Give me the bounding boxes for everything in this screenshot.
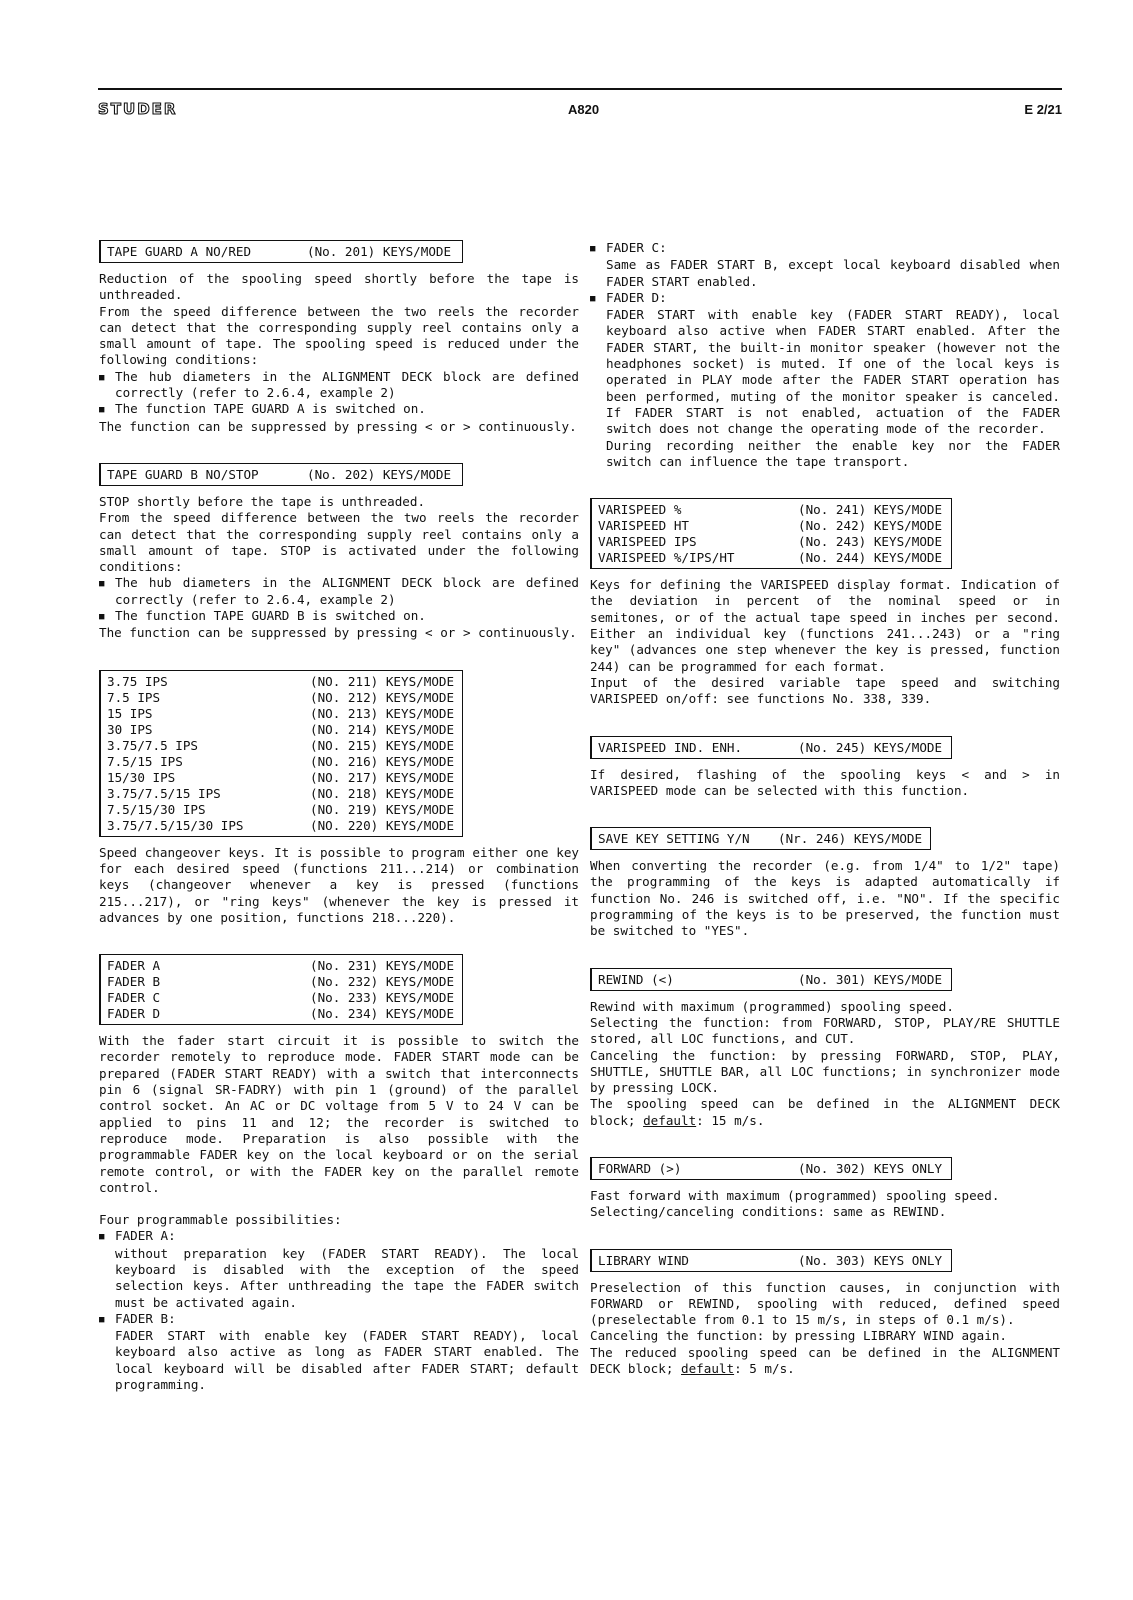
default-label: default [643, 1112, 697, 1128]
box-name: 7.5/15/30 IPS [107, 801, 206, 817]
paragraph: When converting the recorder (e.g. from 1/4" to 1/2" tape) the programming of the keys is adapted automatically if function No. 246 is switched off, i.e. "NO". If the specific programming of the keys is to be preserved, the function must be switched to "YES". [590, 858, 1060, 939]
box-name: VARISPEED %/IPS/HT [598, 550, 735, 566]
fader-keys-box [99, 954, 463, 1025]
bullet-icon: ■ [590, 293, 596, 304]
list-item-text: Same as FADER START B, except local keyboard disabled when FADER START enabled. [606, 257, 1060, 289]
library-wind-box [590, 1249, 952, 1272]
box-code: (NO. 220) KEYS/MODE [310, 817, 455, 833]
paragraph: With the fader start circuit it is possible to switch the recorder remotely to reproduce mode. FADER START mode can be prepared (FADER START READY) with a switch that interconnects pin 6 (signal SR-FADRY) with pin 1 (ground) of the parallel control socket. An AC or DC voltage from 5 V to 24 V can be applied to pins 11 and 12; the recorder is switched to reproduce mode. Preparation is also possible with the programmable FADER key on the local keyboard or on the serial remote control, or with the FADER key on the parallel remote control. [99, 1033, 579, 1195]
paragraph: Selecting/canceling conditions: same as REWIND. [590, 1204, 947, 1220]
list-item: ■ The function TAPE GUARD A is switched on. [99, 401, 579, 418]
box-code: (No. 301) KEYS/MODE [798, 971, 943, 987]
box-code: (NO. 216) KEYS/MODE [310, 753, 455, 769]
paragraph: The reduced spooling speed can be defined in the ALIGNMENT DECK block; default: 5 m/s. [590, 1344, 1060, 1377]
box-code: (No. 303) KEYS ONLY [798, 1252, 943, 1268]
paragraph: Selecting the function: from FORWARD, STOP, PLAY/RE SHUTTLE stored, all LOC functions, and CUT. [590, 1014, 1060, 1047]
tape-guard-b-box [99, 463, 463, 486]
paragraph: Fast forward with maximum (programmed) spooling speed. [590, 1187, 1000, 1203]
box-code: (NO. 214) KEYS/MODE [310, 721, 455, 737]
box-name: VARISPEED IPS [598, 534, 697, 550]
default-label: default [681, 1361, 735, 1377]
paragraph: If desired, flashing of the spooling keys < and > in VARISPEED mode can be selected with this function. [590, 766, 1060, 798]
model-label: A820 [568, 102, 600, 117]
box-code: (No. 232) KEYS/MODE [310, 974, 455, 990]
box-code: (No. 233) KEYS/MODE [310, 990, 455, 1006]
box-name: 3.75/7.5/15/30 IPS [107, 817, 244, 833]
box-code: (No. 243) KEYS/MODE [798, 534, 943, 550]
list-item: ■ The hub diameters in the ALIGNMENT DECK block are defined correctly (refer to 2.6.4, example 2) [99, 368, 579, 401]
varispeed-ind-box [590, 736, 952, 759]
paragraph: STOP shortly before the tape is unthreaded. [99, 493, 426, 509]
paragraph: Reduction of the spooling speed shortly before the tape is unthreaded. [99, 271, 579, 303]
box-code: (NO. 217) KEYS/MODE [310, 769, 455, 785]
paragraph: Four programmable possibilities: [99, 1212, 342, 1228]
box-code: (No. 231) KEYS/MODE [310, 958, 455, 974]
box-name: VARISPEED HT [598, 518, 689, 534]
list-item: ■ FADER B: [99, 1311, 579, 1328]
box-code: (NO. 213) KEYS/MODE [310, 705, 455, 721]
save-key-setting-box [590, 827, 931, 850]
box-name: VARISPEED % [598, 502, 682, 518]
bullet-icon: ■ [590, 244, 596, 254]
bullet-icon: ■ [99, 372, 105, 383]
box-name: FORWARD (>) [598, 1160, 682, 1176]
studer-logo: STUDER [98, 100, 178, 118]
box-name: 3.75/7.5 IPS [107, 737, 198, 753]
paragraph: Keys for defining the VARISPEED display format. Indication of the deviation in percent of the nominal speed or in semitones, or of the actual tape speed in inches per second. Either an individual key (functions 241...243) or a "ring key" (advances one step whenever the key is pressed, function 244) can be programmed for each format. [590, 577, 1060, 674]
box-name: REWIND (<) [598, 971, 674, 987]
box-name: FADER B [107, 974, 161, 990]
bullet-icon: ■ [99, 1314, 105, 1325]
paragraph: Canceling the function: by pressing FORWARD, STOP, PLAY, SHUTTLE, SHUTTLE BAR, all LOC functions; in synchronizer mode by pressing LOCK. [590, 1047, 1060, 1096]
list-item-text: FADER START with enable key (FADER START READY), local keyboard also active as long as FADER START enabled. The local keyboard will be disabled after FADER START; default programming. [115, 1328, 579, 1393]
bullet-icon: ■ [99, 612, 105, 623]
box-name: TAPE GUARD A NO/RED [107, 244, 252, 259]
list-item: ■ The hub diameters in the ALIGNMENT DECK block are defined correctly (refer to 2.6.4, example 2) [99, 575, 579, 607]
box-code: (Nr. 246) KEYS/MODE [778, 831, 923, 847]
box-code: (No. 202) KEYS/MODE [307, 466, 452, 482]
box-code: (No. 234) KEYS/MODE [310, 1006, 455, 1022]
box-code: (NO. 215) KEYS/MODE [310, 737, 455, 753]
tape-guard-a-box [99, 240, 463, 263]
forward-box [590, 1157, 952, 1180]
list-item-text: without preparation key (FADER START READY). The local keyboard is disabled with the exception of the speed selection keys. After unthreading the tape the FADER switch must be activated again. [115, 1245, 579, 1310]
box-name: 3.75/7.5/15 IPS [107, 785, 221, 801]
box-code: (No. 201) KEYS/MODE [307, 244, 452, 259]
box-name: 15 IPS [107, 705, 153, 721]
box-code: (NO. 211) KEYS/MODE [310, 673, 455, 689]
box-name: VARISPEED IND. ENH. [598, 739, 743, 755]
box-name: TAPE GUARD B NO/STOP [107, 466, 259, 482]
paragraph: Input of the desired variable tape speed and switching VARISPEED on/off: see functions No. 338, 339. [590, 674, 1060, 707]
box-name: FADER A [107, 958, 161, 974]
page-number: E 2/21 [1024, 102, 1062, 117]
page-header [98, 88, 1062, 126]
bullet-icon: ■ [99, 405, 105, 416]
list-item-text: During recording neither the enable key nor the FADER switch can influence the tape transport. [606, 437, 1060, 469]
paragraph: Rewind with maximum (programmed) spooling speed. [590, 998, 954, 1014]
box-code: (No. 245) KEYS/MODE [798, 739, 943, 755]
varispeed-keys-box [590, 498, 952, 569]
paragraph: Speed changeover keys. It is possible to program either one key for each desired speed (functions 211...214) or combination keys (changeover whenever a key is pressed (functions 215...217), or "ring keys" (whenever the key is pressed it advances by one position, functions 218...220). [99, 844, 579, 925]
box-code: (No. 241) KEYS/MODE [798, 502, 943, 518]
paragraph: From the speed difference between the two reels the recorder can detect that the corresponding supply reel contains only a small amount of tape. The spooling speed is reduced under the following conditions: [99, 303, 579, 368]
box-name: 30 IPS [107, 721, 153, 737]
paragraph: The function can be suppressed by pressing < or > continuously. [99, 418, 577, 434]
box-name: FADER C [107, 990, 161, 1006]
box-name: FADER D [107, 1006, 161, 1022]
paragraph: The function can be suppressed by pressing < or > continuously. [99, 625, 577, 641]
box-name: 3.75 IPS [107, 673, 168, 689]
list-item-text: FADER START with enable key (FADER START READY), local keyboard also active when FADER START enabled. After the FADER START, the built-in monitor speaker (however not the headphones socket) is muted. If one of the local keys is operated in PLAY mode after the FADER START operation has been performed, muting of the monitor speaker is canceled. If FADER START is not enabled, actuation of the FADER switch does not change the operating mode of the recorder. [606, 307, 1060, 437]
box-code: (No. 302) KEYS ONLY [798, 1160, 943, 1176]
box-name: 7.5 IPS [107, 689, 161, 705]
list-item: ■ FADER D: [590, 290, 1060, 307]
rewind-box [590, 968, 952, 991]
speed-keys-box [99, 670, 463, 837]
paragraph: The spooling speed can be defined in the ALIGNMENT DECK block; default: 15 m/s. [590, 1096, 1060, 1128]
paragraph: From the speed difference between the two reels the recorder can detect that the corresponding supply reel contains only a small amount of tape. STOP is activated under the following conditions: [99, 510, 579, 575]
box-name: LIBRARY WIND [598, 1252, 689, 1268]
box-code: (NO. 219) KEYS/MODE [310, 801, 455, 817]
bullet-icon: ■ [99, 1232, 105, 1243]
box-name: 15/30 IPS [107, 769, 176, 785]
paragraph: Preselection of this function causes, in conjunction with FORWARD or REWIND, spooling with reduced, defined speed (preselectable from 0.1 to 15 m/s, in steps of 0.1 m/s). [590, 1279, 1060, 1328]
list-item: ■ FADER C: [590, 240, 1060, 257]
box-code: (NO. 212) KEYS/MODE [310, 689, 455, 705]
bullet-icon: ■ [99, 579, 105, 590]
list-item: ■ The function TAPE GUARD B is switched on. [99, 608, 579, 625]
box-code: (NO. 218) KEYS/MODE [310, 785, 455, 801]
box-code: (No. 244) KEYS/MODE [798, 550, 943, 566]
box-code: (No. 242) KEYS/MODE [798, 518, 943, 534]
right-column [590, 240, 1060, 1377]
list-item: ■ FADER A: [99, 1228, 579, 1245]
left-column [99, 240, 579, 1393]
paragraph: Canceling the function: by pressing LIBRARY WIND again. [590, 1328, 1008, 1344]
box-name: 7.5/15 IPS [107, 753, 183, 769]
box-name: SAVE KEY SETTING Y/N [598, 831, 750, 847]
